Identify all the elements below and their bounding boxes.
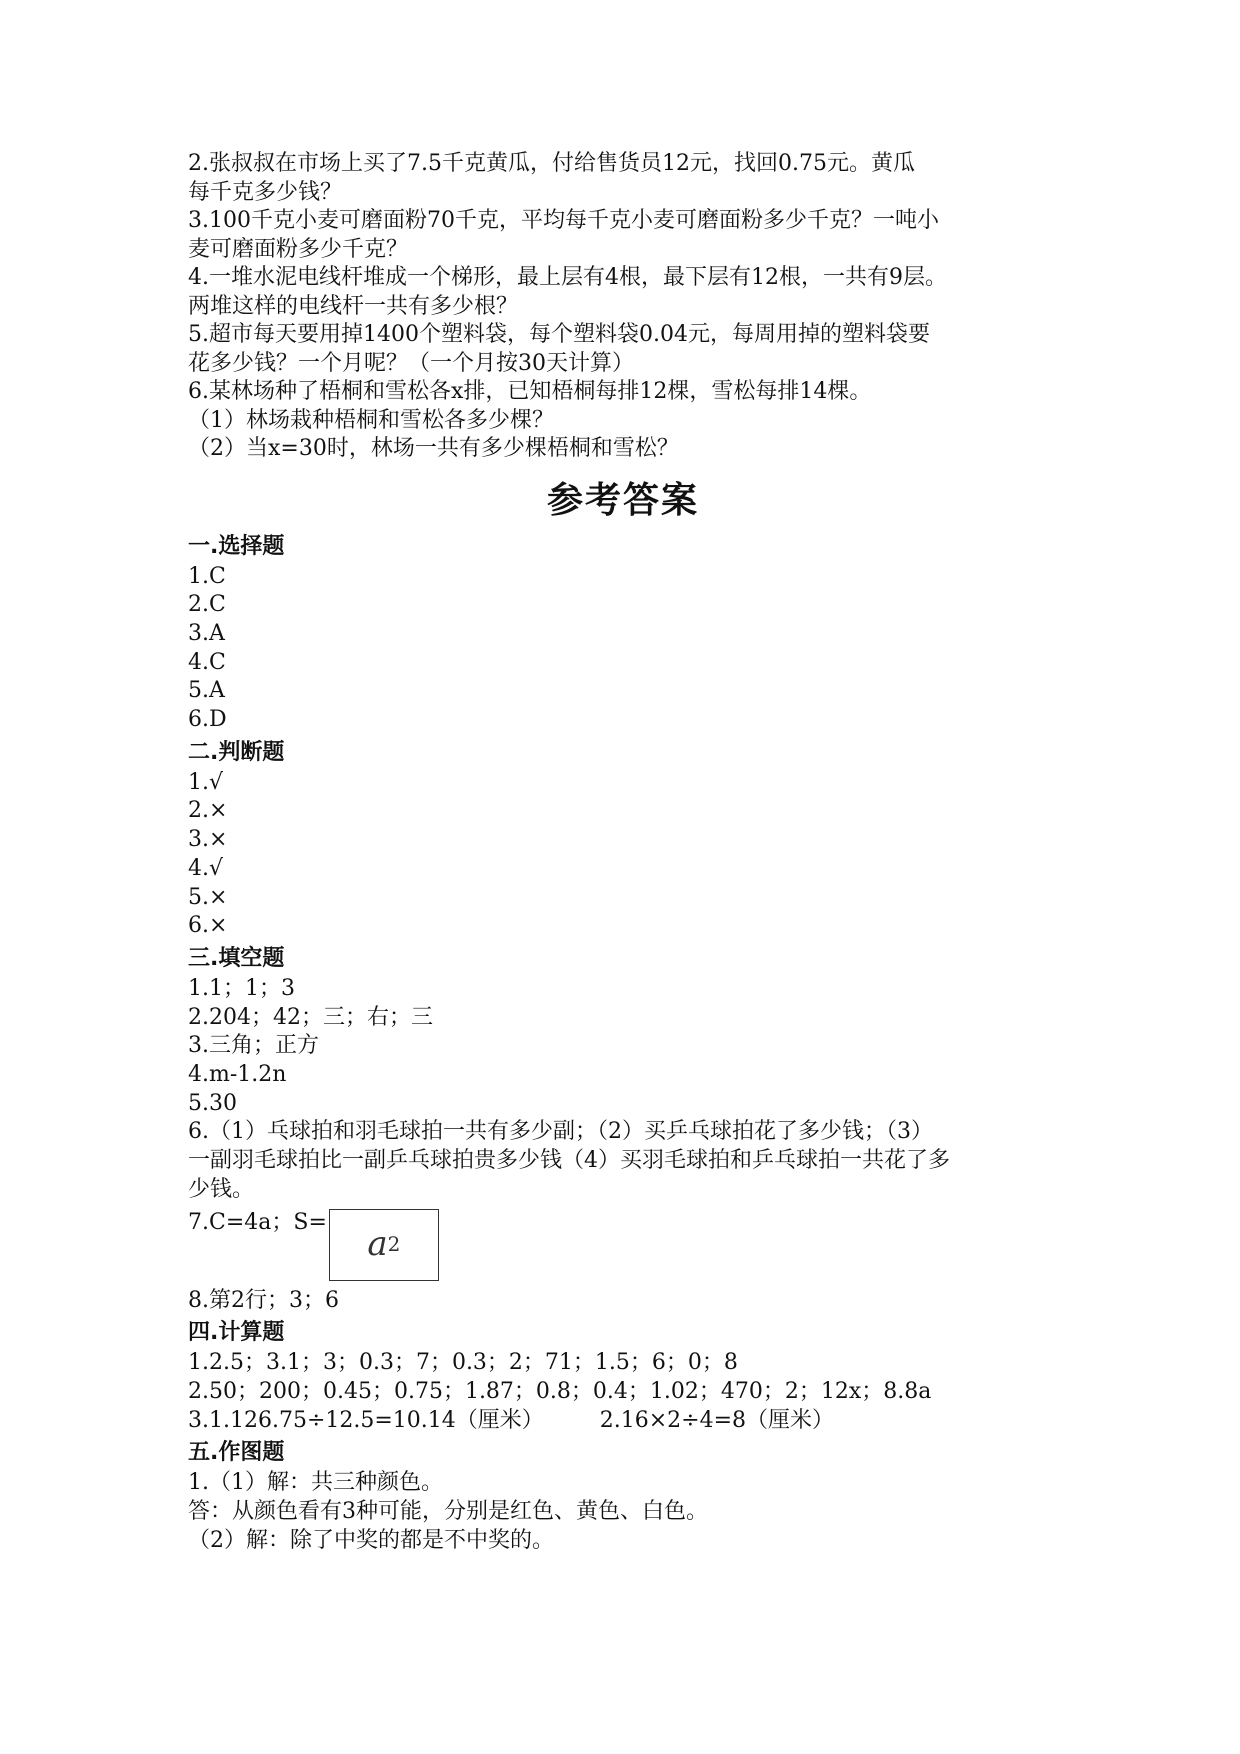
formula-prefix: 7.C=4a；S=	[188, 1209, 327, 1235]
answer-item: 6.D	[188, 707, 227, 733]
answer-item: 答：从颜色看有3种可能，分别是红色、黄色、白色。	[188, 1499, 708, 1525]
question-line: 两堆这样的电线杆一共有多少根？	[188, 293, 519, 319]
answer-item: 5.A	[188, 678, 225, 704]
formula-answer-row	[188, 1209, 1088, 1281]
answer-item: 2.C	[188, 592, 226, 618]
answer-item: 4.C	[188, 649, 226, 675]
question-line: 花多少钱？一个月呢？（一个月按30天计算）	[188, 350, 634, 376]
answer-item: （2）解：除了中奖的都是不中奖的。	[188, 1527, 554, 1553]
answer-item: 一副羽毛球拍比一副乒乓球拍贵多少钱（4）买羽毛球拍和乒乓球拍一共花了多	[188, 1148, 950, 1174]
answer-item: 2.50；200；0.45；0.75；1.87；0.8；0.4；1.02；470；2；12x；8.8a	[188, 1378, 932, 1404]
section-true-false	[188, 737, 1088, 941]
answer-item: 8.第2行；3；6	[188, 1287, 339, 1313]
document-page	[188, 150, 1088, 1555]
answer-item: 4.m-1.2n	[188, 1062, 287, 1088]
answer-item: 1.C	[188, 563, 226, 589]
question-line: 麦可磨面粉多少千克？	[188, 236, 409, 262]
formula-image	[329, 1209, 439, 1281]
answer-item: 5.×	[188, 884, 228, 910]
formula-exponent: 2	[387, 1232, 401, 1257]
question-block	[188, 150, 1088, 464]
section-heading: 一.选择题	[188, 533, 285, 559]
question-line: 每千克多少钱？	[188, 179, 343, 205]
answer-item: 少钱。	[188, 1176, 255, 1202]
formula-base: a	[367, 1224, 388, 1265]
answer-item: 2.204；42；三；右；三	[188, 1004, 433, 1030]
question-line: （2）当x=30时，林场一共有多少棵梧桐和雪松？	[188, 436, 679, 461]
answer-item: 3.A	[188, 620, 225, 646]
section-multiple-choice	[188, 531, 1088, 735]
answer-item: 1.2.5；3.1；3；0.3；7；0.3；2；71；1.5；6；0；8	[188, 1350, 738, 1376]
section-calculation	[188, 1317, 1088, 1435]
answer-item: 3.1.126.75÷12.5=10.14（厘米） 2.16×2÷4=8（厘米）	[188, 1407, 835, 1433]
answer-item: 2.×	[188, 798, 228, 824]
section-drawing	[188, 1437, 1088, 1555]
question-line: 5.超市每天要用掉1400个塑料袋，每个塑料袋0.04元，每周用掉的塑料袋要	[188, 322, 930, 347]
answer-item: 1.√	[188, 769, 224, 795]
answer-item: 6.（1）乓球拍和羽毛球拍一共有多少副；（2）买乒乓球拍花了多少钱；（3）	[188, 1119, 933, 1145]
answer-item: 1.1；1；3	[188, 975, 295, 1001]
section-fill-blank	[188, 943, 1088, 1315]
question-line: （1）林场栽种梧桐和雪松各多少棵？	[188, 407, 554, 433]
answer-title: 参考答案	[546, 479, 699, 521]
question-line: 4.一堆水泥电线杆堆成一个梯形，最上层有4根，最下层有12根，一共有9层。	[188, 265, 947, 290]
answer-item: 6.×	[188, 913, 228, 939]
section-heading: 五.作图题	[188, 1440, 285, 1466]
question-line: 6.某林场种了梧桐和雪松各x排，已知梧桐每排12棵，雪松每排14棵。	[188, 379, 872, 404]
answer-item: 5.30	[188, 1090, 237, 1116]
answer-item: 4.√	[188, 855, 224, 881]
section-heading: 二.判断题	[188, 739, 285, 765]
section-heading: 三.填空题	[188, 945, 285, 971]
answer-item: 3.×	[188, 827, 228, 853]
question-line: 2.张叔叔在市场上买了7.5千克黄瓜，付给售货员12元，找回0.75元。黄瓜	[188, 151, 915, 176]
section-heading: 四.计算题	[188, 1320, 285, 1346]
answer-item: 1.（1）解：共三种颜色。	[188, 1470, 443, 1496]
answer-item: 3.三角；正方	[188, 1033, 319, 1059]
question-line: 3.100千克小麦可磨面粉70千克，平均每千克小麦可磨面粉多少千克？一吨小	[188, 208, 939, 233]
